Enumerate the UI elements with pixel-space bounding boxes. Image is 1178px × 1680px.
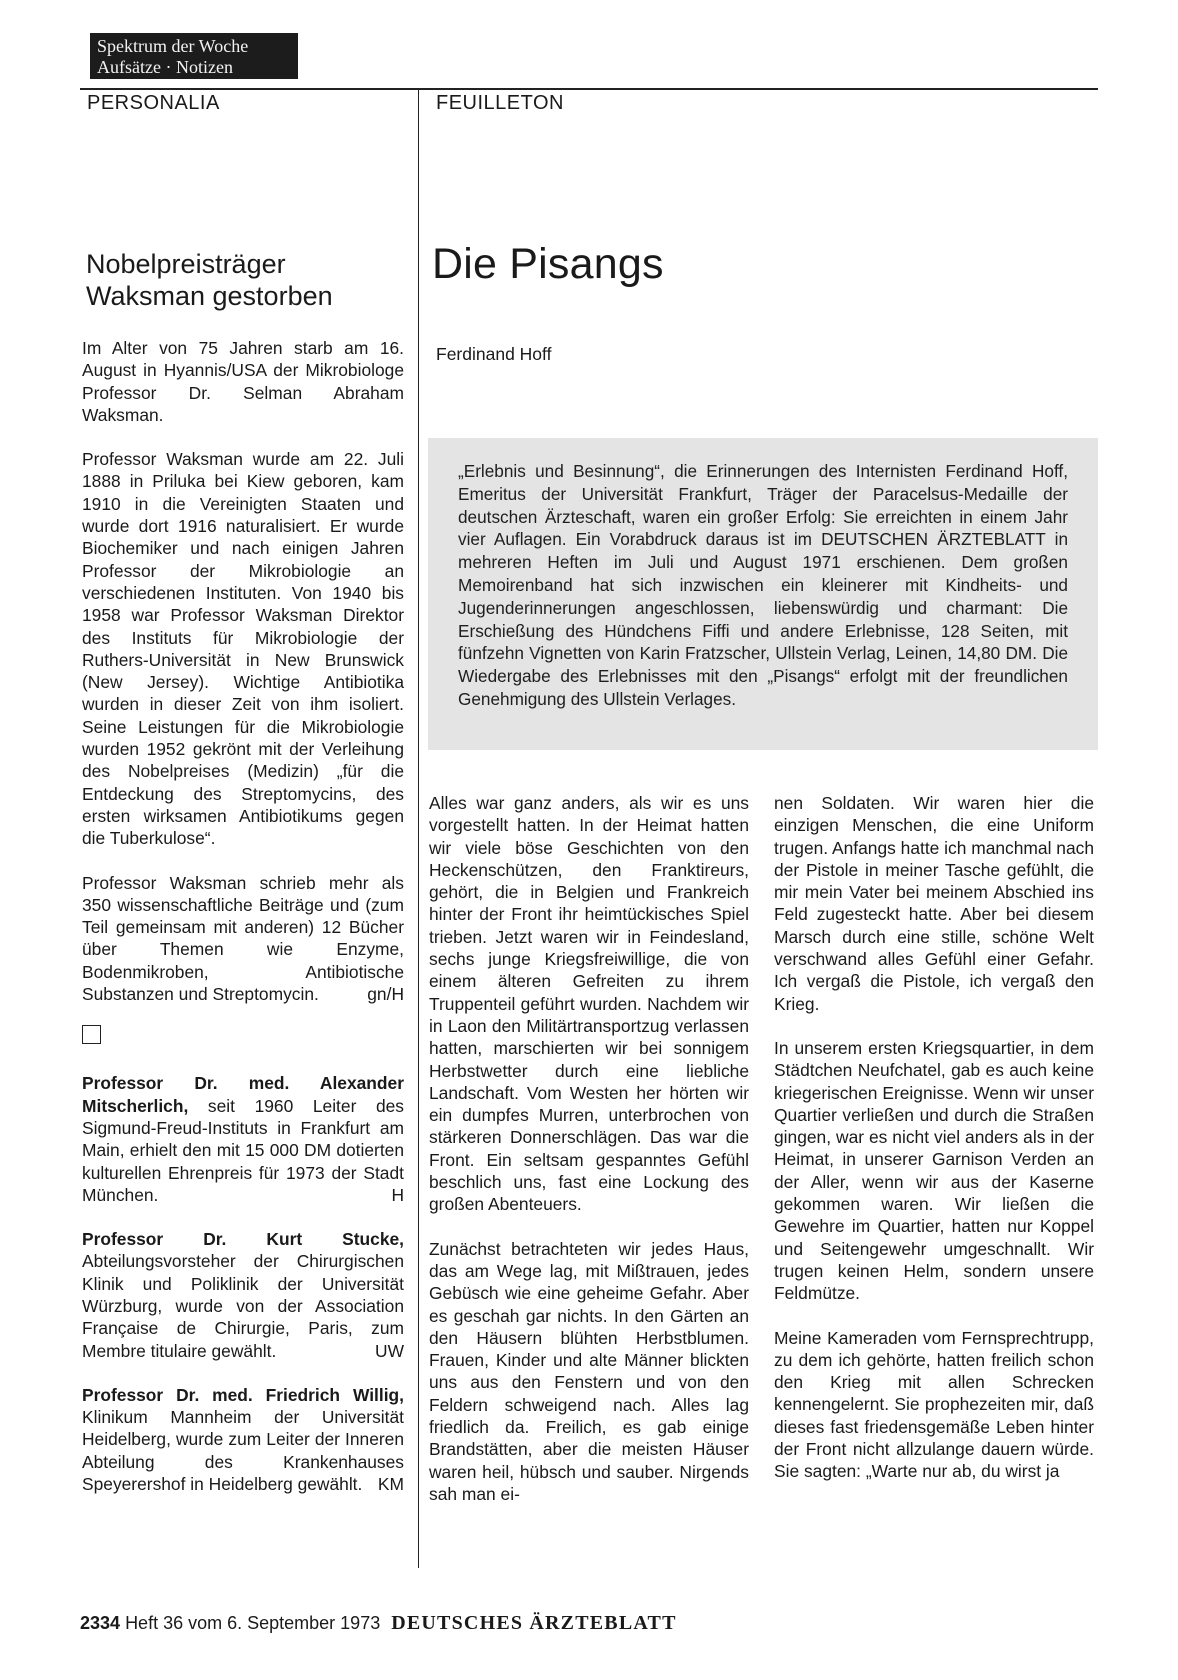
obituary-works-text: Professor Waksman schrieb mehr als 350 wissenschaftliche Beiträge und (zum Teil gemeinsam mit anderen) 12 Bücher über Themen wie Enzyme, Bodenmikroben, Antibiotische Substanzen und Streptomycin. <box>82 872 404 1005</box>
news-item-name: Professor Dr. Kurt Stucke, <box>82 1229 404 1250</box>
obituary-lead: Im Alter von 75 Jahren starb am 16. August in Hyannis/USA der Mikrobiologe Professor Dr. Selman Abraham Waksman. <box>82 338 404 425</box>
article-title: Die Pisangs <box>432 240 664 288</box>
news-item-name: Professor Dr. med. Friedrich Willig, <box>82 1384 404 1405</box>
news-item <box>82 1384 404 1495</box>
label-line-1: Spektrum der Woche <box>97 36 249 56</box>
obituary-works <box>82 872 404 1006</box>
article-column-1 <box>429 792 749 1527</box>
signature: UW <box>375 1340 404 1361</box>
top-rule <box>80 88 1098 90</box>
section-personalia: PERSONALIA <box>87 92 220 114</box>
intro-box <box>428 438 1098 750</box>
article-paragraph: Meine Kameraden vom Fernsprechtrupp, zu dem ich gehörte, hatten freilich schon den Krieg mit allen Schrecken kennengelernt. Sie prophezeiten mir, daß dieses fast friedensgemäße Leben hinter der Front nicht allzulange dauern würde. Sie sagten: „Warte nur ab, du wirst ja <box>774 1327 1094 1482</box>
headline-line-2: Waksman gestorben <box>86 281 333 311</box>
end-square-icon <box>82 1025 101 1044</box>
signature: H <box>391 1184 404 1205</box>
magazine-name: DEUTSCHES ÄRZTEBLATT <box>391 1612 677 1634</box>
section-feuilleton: FEUILLETON <box>436 92 564 114</box>
personalia-headline <box>86 248 404 312</box>
page-number: 2334 <box>80 1613 121 1633</box>
page-footer <box>80 1612 677 1635</box>
article-paragraph: In unserem ersten Kriegsquartier, in dem Städtchen Neufchatel, gab es auch keine kriegerischen Ereignisse. Wenn wir unser Quartier verließen und durch die Straßen gingen, war es nicht viel anders als in der Heimat, in unserer Garnison Verden an der Aller, wenn wir aus der Kaserne gekommen waren. Wir ließen die Gewehre im Quartier, hatten nur Koppel und Seitengewehr umgeschnallt. Wir trugen keinen Helm, sondern unsere Feldmütze. <box>774 1037 1094 1304</box>
column-divider <box>418 88 419 1568</box>
signature: gn/H <box>367 984 404 1005</box>
article-paragraph: Zunächst betrachteten wir jedes Haus, das am Wege lag, mit Mißtrauen, jedes Gebüsch wie eine geheime Gefahr. Aber es geschah gar nichts. In den Gärten an den Häusern blühten Herbstblumen. Frauen, Kinder und alte Männer blickten uns aus den Fenstern und von den Feldern schweigend nach. Alles lag friedlich da. Freilich, es gab einige Brandstätten, aber die meisten Häuser waren heil, hübsch und sauber. Nirgends sah man ei- <box>429 1238 749 1504</box>
article-paragraph: nen Soldaten. Wir waren hier die einzigen Menschen, die eine Uniform trugen. Anfangs hatte ich manchmal nach der Pistole in meiner Tasche gefühlt, die mir mein Vater bei meinem Abschied ins Feld zugesteckt hatte. Aber bei diesem Marsch durch eine stille, schöne Welt verschwand alles Gefühl einer Gefahr. Ich vergaß die Pistole, ich vergaß den Krieg. <box>774 793 1094 1014</box>
label-line-2: Aufsätze · Notizen <box>97 57 233 77</box>
headline-line-1: Nobelpreisträger <box>86 249 286 279</box>
news-item-text: Abteilungsvorsteher der Chirurgischen Klinik und Poliklinik der Universität Würzburg, wurde von der Association Française de Chirurgie, Paris, zum Membre titulaire gewählt. <box>82 1251 404 1361</box>
news-item-text: seit 1960 Leiter des Sigmund-Freud-Instituts in Frankfurt am Main, erhielt den mit 15 000 DM dotierten kulturellen Ehrenpreis für 1973 der Stadt München. <box>82 1095 404 1205</box>
personalia-column <box>82 248 404 1517</box>
article-author: Ferdinand Hoff <box>436 344 552 364</box>
news-item-text: Klinikum Mannheim der Universität Heidelberg, wurde zum Leiter der Inneren Abteilung des Krankenhauses Speyerershof in Heidelberg gewählt. <box>82 1407 404 1495</box>
news-item <box>82 1228 404 1362</box>
section-label-box <box>90 33 298 79</box>
news-item <box>82 1072 404 1206</box>
news-item-name: Professor Dr. med. Alexander Mitscherlich, <box>82 1073 404 1116</box>
intro-text: „Erlebnis und Besinnung“, die Erinnerungen des Internisten Ferdinand Hoff, Emeritus der Universität Frankfurt, Träger der Paracelsus-Medaille der deutschen Ärzteschaft, waren ein großer Erfolg: Sie erreichten in einem Jahr vier Auflagen. Ein Vorabdruck daraus ist im DEUTSCHEN ÄRZTEBLATT in mehreren Heften im Juli und August 1971 erschienen. Dem großen Memoirenband hat sich inzwischen ein kleinerer mit Kindheits- und Jugenderinnerungen angeschlossen, liebenswürdig und charmant: Die Erschießung des Hündchens Fiffi und andere Erlebnisse, 128 Seiten, mit fünfzehn Vignetten von Karin Fratzscher, Ullstein Verlag, Leinen, 14,80 DM. Die Wiedergabe des Erlebnisses mit den „Pisangs“ erfolgt mit der freundlichen Genehmigung des Ullstein Verlages. <box>458 461 1068 709</box>
article-column-2 <box>774 792 1094 1505</box>
issue-info: Heft 36 vom 6. September 1973 <box>125 1613 381 1633</box>
obituary-body: Professor Waksman wurde am 22. Juli 1888 in Priluka bei Kiew geboren, kam 1910 in die Vereinigten Staaten und wurde dort 1916 naturalisiert. Er wurde Biochemiker und nach einigen Jahren Professor der Mikrobiologie an verschiedenen Instituten. Von 1940 bis 1958 war Professor Waksman Direktor des Instituts für Mikrobiologie der Ruthers-Universität in New Brunswick (New Jersey). Wichtige Antibiotika wurden in dieser Zeit von ihm isoliert. Seine Leistungen für die Mikrobiologie wurden 1952 gekrönt mit der Verleihung des Nobelpreises (Medizin) „für die Entdeckung des Streptomycins, des ersten wirksamen Antibiotikums gegen die Tuberkulose“. <box>82 449 404 849</box>
signature: KM <box>377 1474 404 1495</box>
article-paragraph: Alles war ganz anders, als wir es uns vorgestellt hatten. In der Heimat hatten wir viele böse Geschichten von den Heckenschützen, den Franktireurs, gehört, die in Belgien und Frankreich hinter der Front ihr heimtückisches Spiel trieben. Jetzt waren wir in Feindesland, sechs junge Kriegsfreiwillige, die von einem älteren Gefreiten zu ihrem Truppenteil geführt wurden. Nachdem wir in Laon den Militärtransportzug verlassen hatten, marschierten wir bei sonnigem Herbstwetter durch eine liebliche Landschaft. Vom Westen her hörten wir ein dumpfes Murren, unterbrochen von stärkeren Donnerschlägen. Das war die Front. Ein seltsam gespanntes Gefühl beschlich uns, fast eine Lockung des großen Abenteuers. <box>429 793 749 1215</box>
